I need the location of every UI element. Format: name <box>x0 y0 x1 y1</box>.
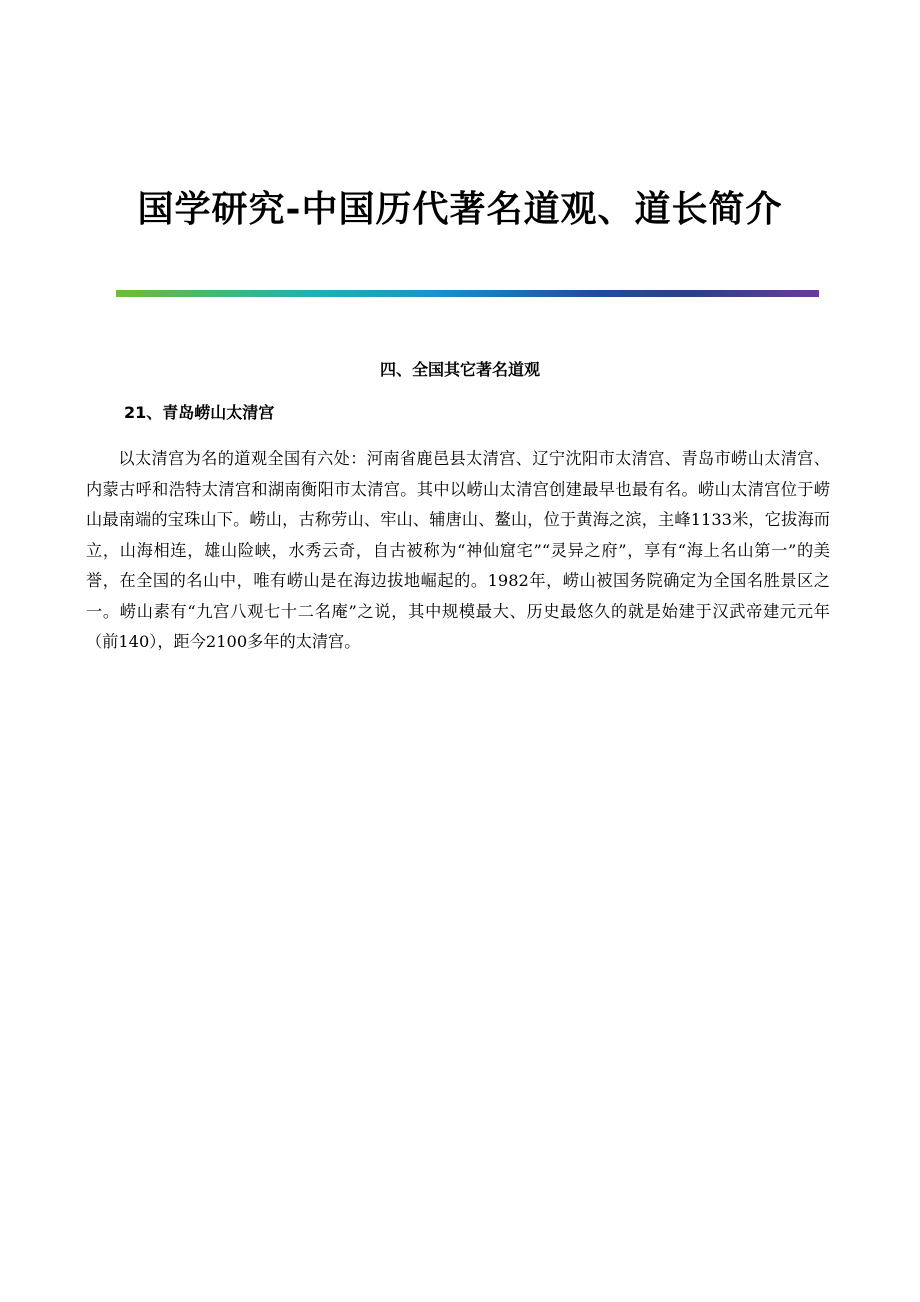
title-divider <box>116 290 819 297</box>
document-title: 国学研究-中国历代著名道观、道长简介 <box>137 188 783 230</box>
section-heading: 四、全国其它著名道观 <box>379 360 540 379</box>
sub-heading: 21、青岛崂山太清宫 <box>124 403 275 422</box>
body-paragraph: 以太清宫为名的道观全国有六处：河南省鹿邑县太清宫、辽宁沈阳市太清宫、青岛市崂山太清宫、内蒙古呼和浩特太清宫和湖南衡阳市太清宫。其中以崂山太清宫创建最早也最有名。崂山太清宫位于崂山最南端的宝珠山下。崂山，古称劳山、牢山、辅唐山、鳌山，位于黄海之滨，主峰1133米，它拔海而立，山海相连，雄山险峡，水秀云奇，自古被称为“神仙窟宅”“灵异之府”，享有“海上名山第一”的美誉，在全国的名山中，唯有崂山是在海边拔地崛起的。1982年，崂山被国务院确定为全国名胜景区之一。崂山素有“九宫八观七十二名庵”之说，其中规模最大、历史最悠久的就是始建于汉武帝建元元年（前140），距今2100多年的太清宫。 <box>86 449 830 651</box>
